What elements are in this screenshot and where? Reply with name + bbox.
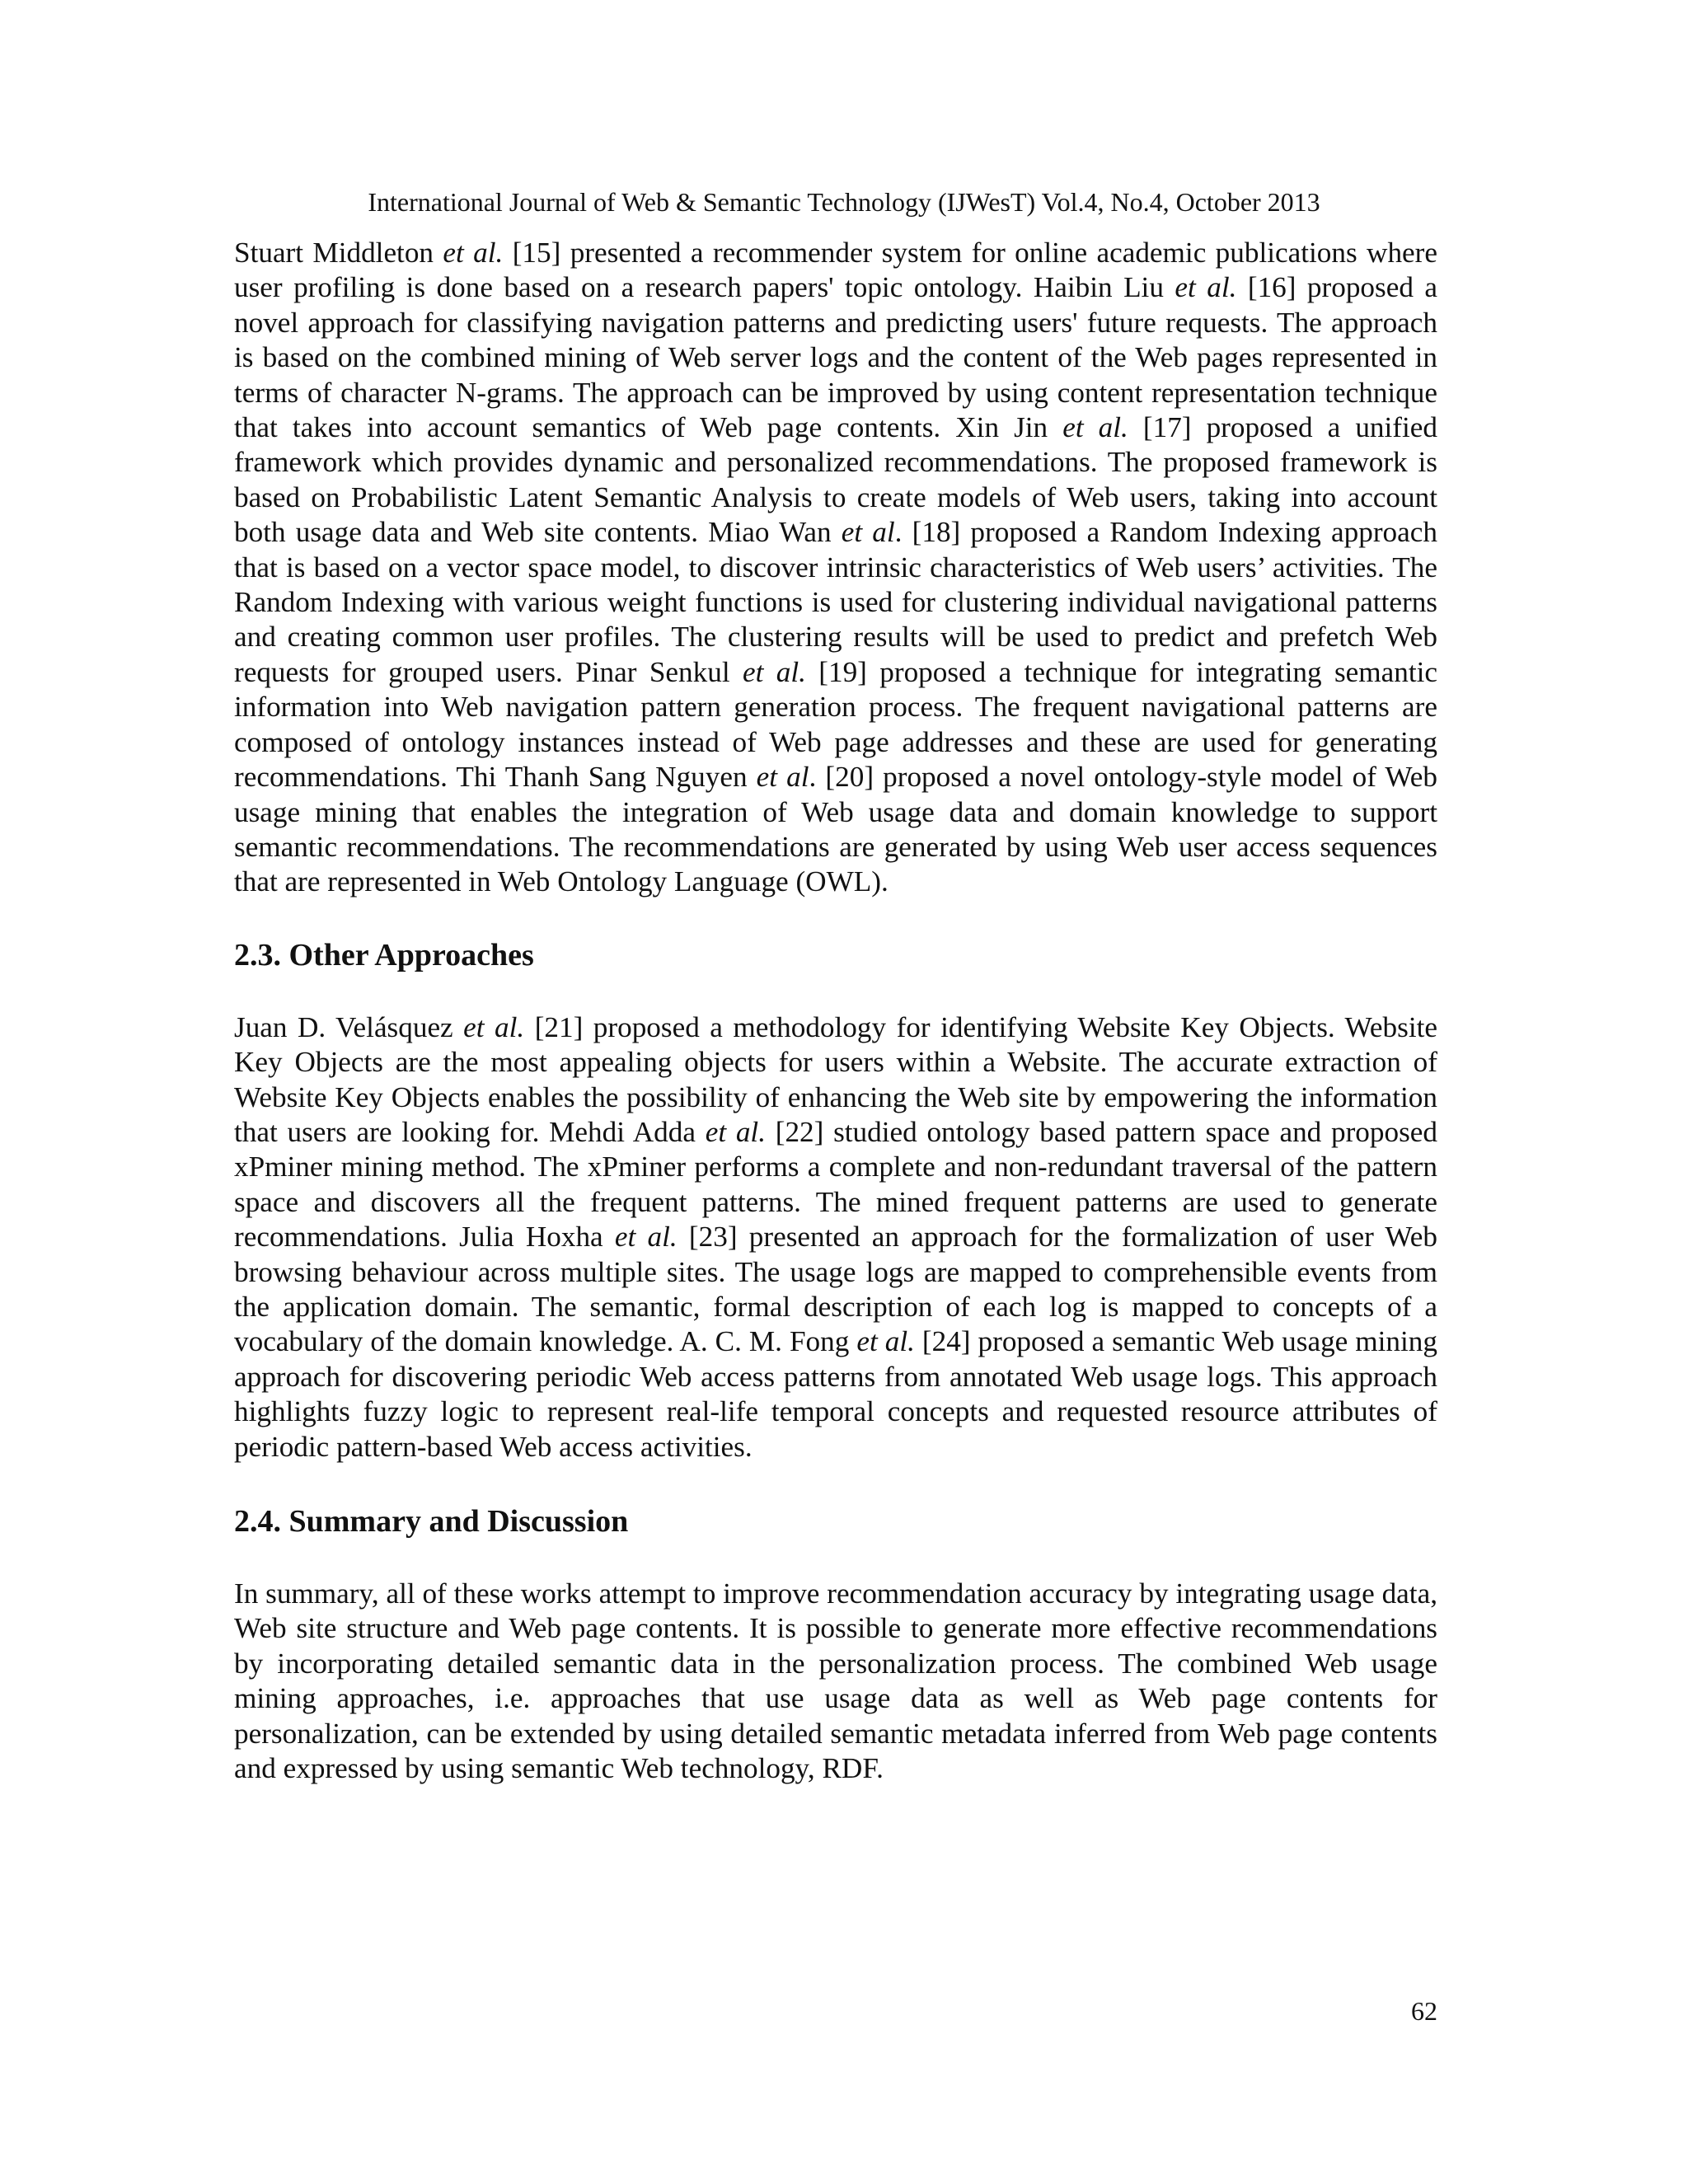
body-paragraph-summary bbox=[234, 1577, 1437, 1786]
text-run: Juan D. Velásquez bbox=[234, 1010, 464, 1043]
section-heading-summary-discussion: 2.4. Summary and Discussion bbox=[234, 1504, 629, 1539]
text-run: Stuart Middleton bbox=[234, 237, 443, 269]
citation-et-al: et al. bbox=[705, 1115, 766, 1148]
citation-et-al: et al bbox=[841, 516, 895, 549]
citation-et-al: et al. bbox=[1175, 271, 1237, 304]
page-number: 62 bbox=[1411, 1996, 1437, 2026]
running-header: International Journal of Web & Semantic Technology (IJWesT) Vol.4, No.4, October 2013 bbox=[368, 187, 1320, 217]
text-run: . [20] proposed a novel ontology-style model of Web usage mining that enables the integration of Web usage data and domain knowledge to support semantic recommendations. The recommendations are generated by using Web user access sequences that are represented in Web Ontology Language (OWL). bbox=[234, 761, 1437, 898]
body-paragraph-related-work bbox=[234, 236, 1437, 900]
citation-et-al: et al. bbox=[856, 1325, 915, 1358]
citation-et-al: et al. bbox=[614, 1221, 678, 1254]
text-run: [21] proposed a methodology for identifying Website Key Objects. Website Key Objects are the most appealing objects for users within a Website. The accurate extraction of Website Key Objects enables the possibility of enhancing the Web site by empowering the information that users are looking for. Mehdi Adda bbox=[234, 1010, 1437, 1148]
citation-et-al: et al. bbox=[443, 237, 504, 269]
citation-et-al: et al. bbox=[742, 655, 806, 688]
text-run: . [18] proposed a Random Indexing approach that is based on a vector space model, to discover intrinsic characteristics of Web users’ activities. The Random Indexing with various weight functions is used for clustering individual navigational patterns and creating common user profiles. The clustering results will be used to predict and prefetch Web requests for grouped users. Pinar Senkul bbox=[234, 516, 1437, 688]
text-run: [15] presented a recommender system for online academic publications where user profiling is done based on a research papers' topic ontology. Haibin Liu bbox=[234, 237, 1438, 304]
citation-et-al: et al. bbox=[1062, 411, 1128, 444]
article-body bbox=[234, 236, 1437, 1786]
text-run: [23] presented an approach for the formalization of user Web browsing behaviour across multiple sites. The usage logs are mapped to comprehensible events from the application domain. The semantic, formal description of each log is mapped to concepts of a vocabulary of the domain knowledge. A. C. M. Fong bbox=[234, 1221, 1437, 1358]
section-heading-other-approaches: 2.3. Other Approaches bbox=[234, 937, 534, 972]
text-run: [16] proposed a novel approach for classifying navigation patterns and predicting users' future requests. The approach is based on the combined mining of Web server logs and the content of the Web pages represented in terms of character N-grams. The approach can be improved by using content representation technique that takes into account semantics of Web page contents. Xin Jin bbox=[234, 271, 1437, 444]
text-run: In summary, all of these works attempt to improve recommendation accuracy by integrating usage data, Web site structure and Web page contents. It is possible to generate more effective recommendations by incorporating detailed semantic data in the personalization process. The combined Web usage mining approaches, i.e. approaches that use usage data as well as Web page contents for personalization, can be extended by using detailed semantic metadata inferred from Web page contents and expressed by using semantic Web technology, RDF. bbox=[234, 1577, 1437, 1785]
text-run: [19] proposed a technique for integrating semantic information into Web navigation pattern generation process. The frequent navigational patterns are composed of ontology instances instead of Web page addresses and these are used for generating recommendations. Thi Thanh Sang Nguyen bbox=[234, 655, 1438, 794]
citation-et-al: et al bbox=[756, 761, 809, 794]
text-run: [24] proposed a semantic Web usage mining approach for discovering periodic Web access patterns from annotated Web usage logs. This approach highlights fuzzy logic to represent real-life temporal concepts and requested resource attributes of periodic pattern-based Web access activities. bbox=[234, 1325, 1437, 1463]
text-run: [17] proposed a unified framework which provides dynamic and personalized recommendations. The proposed framework is based on Probabilistic Latent Semantic Analysis to create models of Web users, taking into account both usage data and Web site contents. Miao Wan bbox=[234, 411, 1437, 549]
body-paragraph-other-approaches bbox=[234, 1010, 1437, 1465]
citation-et-al: et al. bbox=[463, 1010, 525, 1043]
text-run: [22] studied ontology based pattern space and proposed xPminer mining method. The xPminer performs a complete and non-redundant traversal of the pattern space and discovers all the frequent patterns. The mined frequent patterns are used to generate recommendations. Julia Hoxha bbox=[234, 1115, 1437, 1254]
